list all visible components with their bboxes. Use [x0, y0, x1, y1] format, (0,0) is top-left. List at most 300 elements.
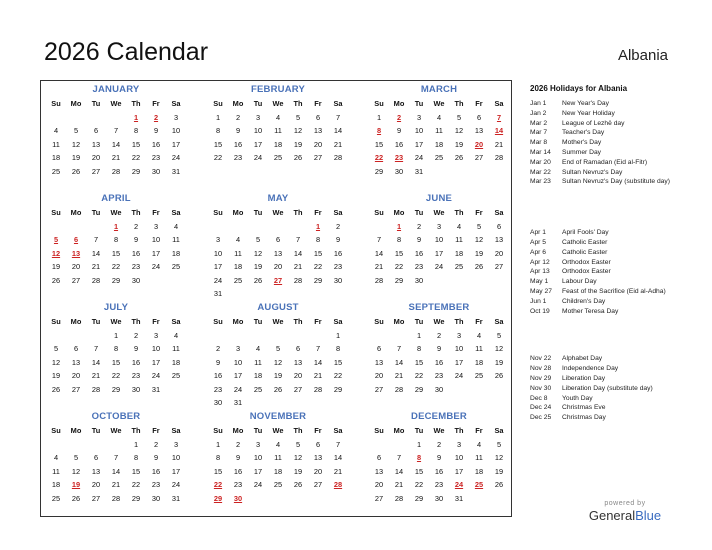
day-cell: 14 — [111, 139, 121, 149]
day-cell: 8 — [215, 453, 221, 462]
weekday-header: We — [272, 317, 284, 326]
empty-cell — [268, 329, 288, 343]
empty-cell — [46, 111, 66, 125]
month-days-grid — [369, 424, 509, 505]
holiday-name: Independence Day — [562, 365, 619, 373]
day-cell: 19 — [494, 357, 504, 367]
weekday-header: Su — [374, 99, 384, 108]
month-name: JANUARY — [92, 84, 140, 95]
holiday-row — [530, 307, 702, 317]
month-october — [46, 410, 186, 505]
holiday-row — [530, 168, 702, 178]
empty-cell — [106, 438, 126, 452]
day-cell: 19 — [494, 466, 504, 476]
holiday-date: Jan 1 — [530, 100, 547, 107]
day-cell: 3 — [416, 112, 422, 122]
weekday-header: We — [272, 208, 284, 217]
day-cell: 10 — [151, 344, 161, 353]
day-cell: 16 — [414, 248, 424, 258]
weekday-header: Sa — [171, 208, 181, 217]
day-cell: 29 — [414, 493, 424, 503]
day-cell: 13 — [313, 453, 323, 462]
empty-cell — [369, 329, 389, 343]
day-cell: 21 — [374, 262, 384, 271]
day-cell: 19 — [474, 248, 484, 258]
weekday-header: Sa — [171, 99, 181, 108]
holiday-row — [530, 384, 702, 394]
holiday-date: Apr 13 — [530, 268, 550, 276]
day-cell: 5 — [295, 439, 301, 449]
weekday-header: Tu — [414, 208, 424, 217]
month-name: APRIL — [101, 193, 131, 204]
day-cell: 25 — [474, 371, 484, 380]
day-cell: 27 — [71, 384, 81, 394]
month-may — [208, 192, 348, 301]
day-cell: 7 — [335, 112, 341, 122]
holidays-title: 2026 Holidays for Albania — [530, 84, 628, 93]
empty-cell — [106, 111, 126, 125]
weekday-header: Th — [293, 99, 303, 108]
holiday-row — [530, 403, 702, 413]
holiday-name: Catholic Easter — [562, 248, 608, 256]
day-cell: 31 — [414, 166, 424, 176]
weekday-header: Mo — [393, 99, 405, 108]
month-august — [208, 301, 348, 410]
day-cell: 13 — [91, 139, 101, 149]
day-cell: 18 — [434, 139, 444, 149]
day-cell: 8 — [215, 126, 221, 135]
day-cell: 8 — [396, 235, 402, 244]
day-cell: 25 — [51, 493, 61, 503]
month-name: AUGUST — [257, 302, 299, 313]
month-name: MARCH — [420, 84, 458, 95]
weekday-header: Fr — [152, 208, 160, 217]
day-cell: 11 — [234, 248, 242, 258]
day-cell: 2 — [436, 330, 442, 340]
day-cell: 30 — [394, 166, 404, 176]
weekday-header: Mo — [232, 426, 244, 435]
month-days-grid — [208, 97, 348, 165]
day-cell: 1 — [215, 439, 221, 449]
day-cell: 30 — [434, 493, 444, 503]
day-cell: 18 — [253, 371, 263, 380]
month-days-grid — [369, 97, 509, 178]
holiday-row — [530, 394, 702, 404]
weekday-header: Th — [131, 208, 141, 217]
weekday-header: Fr — [152, 317, 160, 326]
day-cell: 16 — [151, 139, 161, 149]
weekday-header: Th — [454, 99, 464, 108]
day-cell: 18 — [474, 357, 484, 367]
day-cell: 26 — [494, 480, 504, 489]
day-cell: 20 — [71, 371, 81, 380]
holiday-date: Nov 22 — [530, 355, 552, 363]
day-cell: 3 — [456, 330, 462, 340]
day-cell: 7 — [376, 235, 382, 244]
empty-cell — [66, 329, 86, 343]
empty-cell — [66, 220, 86, 234]
day-cell: 15 — [394, 248, 404, 258]
day-cell: 6 — [93, 453, 99, 462]
month-september — [369, 301, 509, 396]
day-cell: 23 — [151, 153, 161, 162]
day-cell: 23 — [151, 480, 161, 489]
day-cell: 6 — [315, 439, 321, 449]
day-cell: 16 — [131, 357, 141, 367]
holiday-date: Apr 1 — [530, 229, 546, 237]
day-cell: 28 — [394, 384, 404, 394]
weekday-header: Su — [374, 208, 384, 217]
day-cell: 5 — [73, 453, 79, 462]
holiday-day-cell: 1 — [396, 221, 402, 231]
day-cell: 2 — [215, 344, 221, 353]
month-days-grid — [208, 315, 348, 410]
day-cell: 23 — [131, 371, 141, 380]
holiday-day-cell: 13 — [71, 248, 81, 258]
day-cell: 20 — [91, 153, 101, 162]
day-cell: 15 — [111, 357, 121, 367]
weekday-header: Th — [131, 317, 141, 326]
holiday-row — [530, 109, 702, 119]
month-december — [369, 410, 509, 505]
weekday-header: Th — [454, 208, 464, 217]
holiday-date: Mar 7 — [530, 129, 548, 137]
holiday-name: End of Ramadan (Eid al-Fitr) — [562, 158, 648, 166]
weekday-header: Sa — [494, 208, 504, 217]
holiday-name: Youth Day — [562, 394, 593, 402]
day-cell: 25 — [51, 166, 61, 176]
day-cell: 18 — [474, 466, 484, 476]
day-cell: 13 — [494, 235, 504, 244]
day-cell: 26 — [51, 384, 61, 394]
empty-cell — [86, 438, 106, 452]
weekday-header: Mo — [393, 426, 405, 435]
holiday-row — [530, 99, 702, 109]
day-cell: 2 — [235, 112, 241, 122]
month-july — [46, 301, 186, 396]
day-cell: 7 — [93, 344, 99, 353]
holiday-date: Apr 5 — [530, 238, 546, 246]
day-cell: 7 — [396, 344, 402, 353]
weekday-header: Sa — [333, 426, 343, 435]
day-cell: 18 — [273, 466, 283, 476]
day-cell: 10 — [233, 357, 243, 367]
holiday-date: Dec 8 — [530, 394, 548, 402]
day-cell: 20 — [293, 371, 303, 380]
holiday-day-cell: 8 — [416, 453, 422, 462]
day-cell: 11 — [172, 235, 180, 244]
holiday-row — [530, 277, 702, 287]
month-name: OCTOBER — [91, 411, 141, 422]
day-cell: 7 — [315, 344, 321, 353]
logo-general: General — [588, 508, 636, 523]
day-cell: 28 — [111, 493, 121, 503]
weekday-header: Sa — [171, 317, 181, 326]
day-cell: 9 — [215, 357, 221, 367]
day-cell: 24 — [171, 153, 181, 162]
empty-cell — [66, 111, 86, 125]
holiday-day-cell: 25 — [474, 480, 484, 489]
day-cell: 5 — [53, 344, 59, 353]
weekday-header: Th — [454, 426, 464, 435]
day-cell: 13 — [313, 126, 323, 135]
day-cell: 14 — [91, 357, 101, 367]
day-cell: 11 — [274, 453, 282, 462]
holiday-row — [530, 119, 702, 129]
day-cell: 24 — [151, 371, 161, 380]
month-days-grid — [369, 206, 509, 287]
day-cell: 31 — [233, 398, 243, 407]
day-cell: 17 — [233, 371, 243, 380]
weekday-header: We — [272, 99, 284, 108]
holiday-name: Feast of the Sacrifice (Eid al-Adha) — [562, 287, 666, 295]
holiday-day-cell: 28 — [333, 480, 343, 489]
day-cell: 11 — [254, 357, 262, 367]
day-cell: 21 — [293, 262, 303, 271]
day-cell: 26 — [71, 493, 81, 503]
day-cell: 10 — [434, 235, 444, 244]
month-days-grid — [46, 97, 186, 178]
day-cell: 15 — [213, 139, 223, 149]
empty-cell — [248, 220, 268, 234]
day-cell: 19 — [293, 139, 303, 149]
weekday-header: Fr — [475, 426, 483, 435]
day-cell: 12 — [494, 344, 504, 353]
day-cell: 16 — [233, 139, 243, 149]
day-cell: 23 — [333, 262, 343, 271]
day-cell: 25 — [273, 153, 283, 162]
empty-cell — [86, 329, 106, 343]
day-cell: 14 — [394, 466, 404, 476]
weekday-header: Su — [51, 99, 61, 108]
holiday-name: New Year Holiday — [562, 109, 615, 117]
holiday-date: Apr 6 — [530, 248, 546, 256]
month-april — [46, 192, 186, 287]
empty-cell — [389, 438, 409, 452]
day-cell: 2 — [133, 221, 139, 231]
day-cell: 25 — [171, 262, 181, 271]
holiday-name: Sultan Nevruz's Day — [562, 168, 623, 176]
empty-cell — [46, 220, 66, 234]
weekday-header: Fr — [314, 426, 322, 435]
weekday-header: We — [433, 208, 445, 217]
holiday-row — [530, 297, 702, 307]
day-cell: 8 — [416, 344, 422, 353]
day-cell: 16 — [233, 466, 243, 476]
day-cell: 31 — [171, 166, 181, 176]
day-cell: 22 — [131, 153, 141, 162]
day-cell: 21 — [394, 371, 404, 380]
day-cell: 11 — [475, 453, 483, 462]
day-cell: 29 — [394, 275, 404, 285]
empty-cell — [228, 329, 248, 343]
day-cell: 5 — [476, 221, 482, 231]
holiday-date: May 27 — [530, 287, 552, 295]
day-cell: 23 — [131, 262, 141, 271]
day-cell: 8 — [133, 453, 139, 462]
day-cell: 14 — [111, 466, 121, 476]
day-cell: 17 — [253, 139, 263, 149]
day-cell: 12 — [454, 126, 464, 135]
day-cell: 18 — [171, 248, 181, 258]
empty-cell — [308, 329, 328, 343]
holiday-date: Jan 2 — [530, 109, 547, 117]
day-cell: 8 — [113, 235, 119, 244]
day-cell: 28 — [374, 275, 384, 285]
logo-blue: Blue — [635, 508, 662, 523]
weekday-header: Th — [293, 317, 303, 326]
day-cell: 26 — [454, 153, 464, 162]
day-cell: 12 — [71, 139, 81, 149]
month-name: SEPTEMBER — [408, 302, 470, 313]
day-cell: 7 — [113, 453, 119, 462]
day-cell: 16 — [213, 371, 223, 380]
month-days-grid — [46, 206, 186, 287]
day-cell: 4 — [255, 344, 261, 353]
month-january — [46, 83, 186, 178]
weekday-header: Th — [454, 317, 464, 326]
day-cell: 17 — [213, 262, 223, 271]
month-name: MAY — [267, 193, 289, 204]
day-cell: 4 — [456, 221, 462, 231]
day-cell: 12 — [273, 357, 283, 367]
weekday-header: Fr — [314, 317, 322, 326]
holiday-day-cell: 24 — [454, 480, 464, 489]
day-cell: 2 — [235, 439, 241, 449]
day-cell: 29 — [374, 166, 384, 176]
day-cell: 20 — [313, 466, 323, 476]
day-cell: 12 — [293, 126, 303, 135]
holiday-name: New Year's Day — [562, 100, 609, 107]
month-name: DECEMBER — [411, 411, 467, 422]
day-cell: 30 — [151, 493, 161, 503]
day-cell: 10 — [213, 248, 223, 258]
day-cell: 1 — [416, 439, 422, 449]
month-june — [369, 192, 509, 287]
holiday-row — [530, 364, 702, 374]
day-cell: 13 — [474, 126, 484, 135]
day-cell: 20 — [374, 480, 384, 489]
holiday-name: Liberation Day (substitute day) — [562, 384, 653, 392]
weekday-header: Sa — [171, 426, 181, 435]
day-cell: 19 — [293, 466, 303, 476]
day-cell: 30 — [131, 275, 141, 285]
day-cell: 26 — [293, 480, 303, 489]
day-cell: 29 — [111, 275, 121, 285]
holiday-name: Labour Day — [562, 278, 597, 286]
day-cell: 16 — [394, 139, 404, 149]
month-name: FEBRUARY — [250, 84, 306, 95]
day-cell: 9 — [133, 235, 139, 244]
holiday-group-spacer — [530, 316, 702, 354]
weekday-header: We — [433, 317, 445, 326]
day-cell: 21 — [494, 139, 504, 149]
holiday-day-cell: 12 — [51, 248, 61, 258]
day-cell: 24 — [171, 480, 181, 489]
weekday-header: Fr — [314, 208, 322, 217]
day-cell: 8 — [133, 126, 139, 135]
day-cell: 29 — [414, 384, 424, 394]
weekday-header: Mo — [393, 208, 405, 217]
day-cell: 24 — [233, 384, 243, 394]
weekday-header: Tu — [253, 317, 263, 326]
holiday-row — [530, 258, 702, 268]
day-cell: 22 — [394, 262, 404, 271]
day-cell: 5 — [73, 126, 79, 135]
day-cell: 3 — [255, 112, 261, 122]
weekday-header: Tu — [253, 208, 263, 217]
day-cell: 11 — [435, 126, 443, 135]
day-cell: 30 — [414, 275, 424, 285]
holiday-day-cell: 30 — [233, 493, 243, 503]
day-cell: 21 — [313, 371, 323, 380]
day-cell: 30 — [213, 398, 223, 407]
day-cell: 31 — [454, 493, 464, 503]
holiday-day-cell: 1 — [133, 112, 139, 122]
day-cell: 25 — [273, 480, 283, 489]
day-cell: 16 — [434, 357, 444, 367]
holiday-name: Alphabet Day — [562, 355, 603, 363]
holiday-day-cell: 1 — [113, 221, 119, 231]
holiday-row — [530, 128, 702, 138]
day-cell: 9 — [235, 453, 241, 462]
day-cell: 2 — [436, 439, 442, 449]
holiday-day-cell: 27 — [273, 275, 283, 285]
holiday-day-cell: 5 — [53, 235, 59, 244]
day-cell: 30 — [333, 275, 343, 285]
empty-cell — [268, 220, 288, 234]
day-cell: 15 — [374, 139, 384, 149]
day-cell: 27 — [293, 384, 303, 394]
holidays-panel — [530, 84, 702, 423]
month-days-grid — [369, 315, 509, 396]
day-cell: 4 — [173, 330, 179, 340]
day-cell: 10 — [253, 453, 263, 462]
holiday-name: Christmas Day — [562, 414, 606, 422]
holiday-date: Oct 19 — [530, 307, 550, 315]
holiday-date: Mar 8 — [530, 139, 548, 147]
day-cell: 31 — [151, 384, 161, 394]
day-cell: 22 — [313, 262, 323, 271]
day-cell: 25 — [171, 371, 181, 380]
weekday-header: Fr — [475, 208, 483, 217]
day-cell: 26 — [253, 275, 263, 285]
holiday-row — [530, 374, 702, 384]
day-cell: 15 — [131, 466, 141, 476]
day-cell: 15 — [213, 466, 223, 476]
holiday-date: Apr 12 — [530, 258, 550, 266]
day-cell: 6 — [376, 344, 382, 353]
day-cell: 29 — [333, 384, 343, 394]
day-cell: 26 — [293, 153, 303, 162]
day-cell: 23 — [414, 262, 424, 271]
day-cell: 5 — [295, 112, 301, 122]
day-cell: 10 — [414, 126, 424, 135]
day-cell: 13 — [273, 248, 283, 258]
empty-cell — [46, 329, 66, 343]
day-cell: 19 — [454, 139, 464, 149]
day-cell: 4 — [476, 439, 482, 449]
day-cell: 2 — [335, 221, 341, 231]
weekday-header: Su — [213, 317, 223, 326]
day-cell: 20 — [374, 371, 384, 380]
holiday-row — [530, 138, 702, 148]
weekday-header: Th — [131, 426, 141, 435]
day-cell: 27 — [374, 384, 384, 394]
weekday-header: We — [433, 426, 445, 435]
holiday-name: Orthodox Easter — [562, 258, 611, 266]
day-cell: 26 — [474, 262, 484, 271]
